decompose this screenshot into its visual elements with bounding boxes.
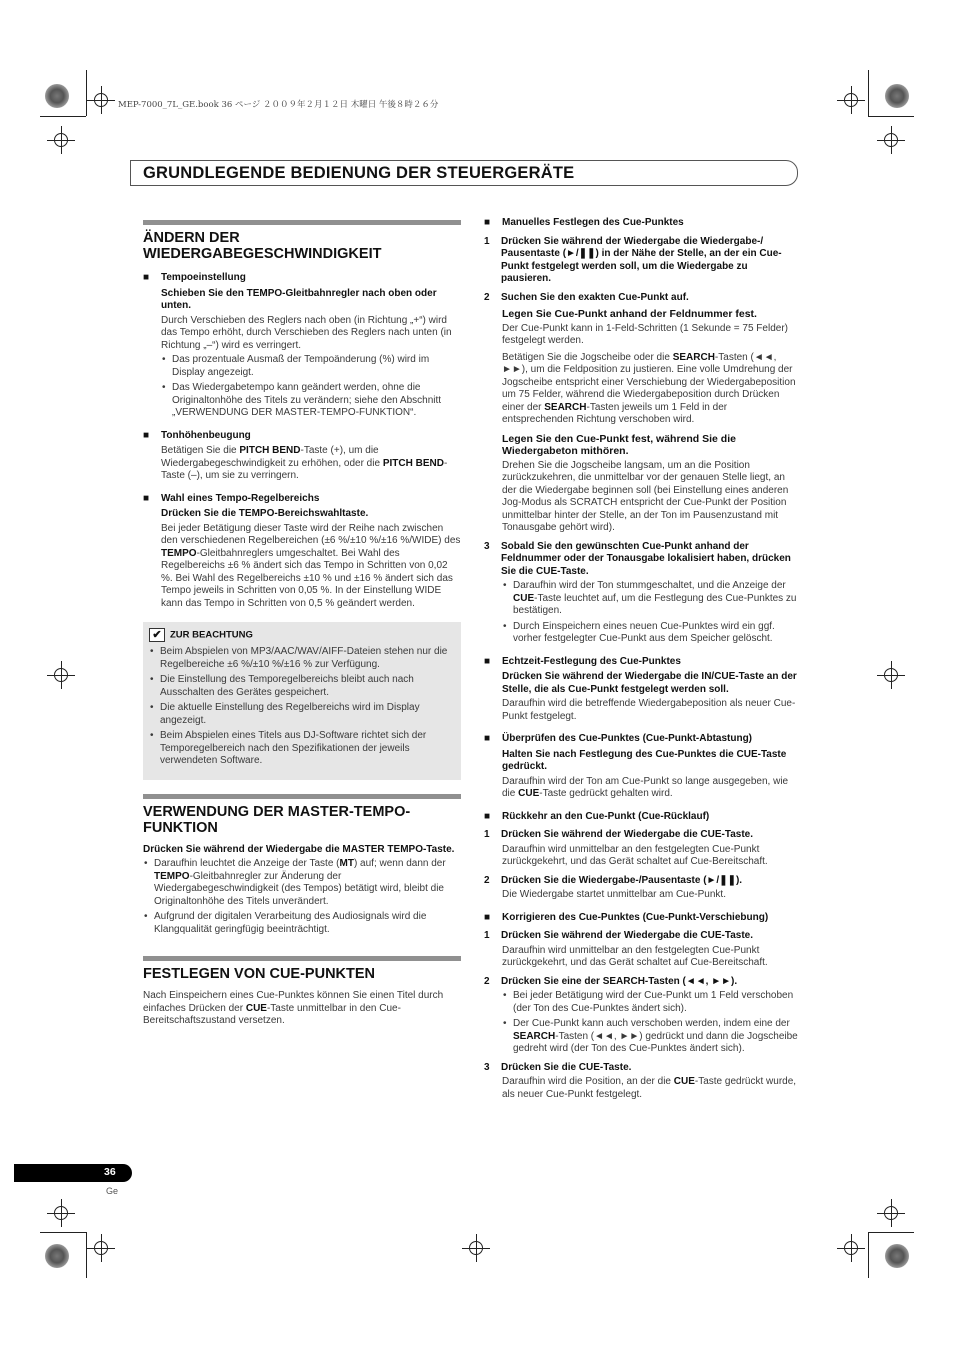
paragraph: Die Wiedergabe startet unmittelbar am Cue-Punkt.: [502, 889, 726, 900]
subheading-check-cue: ■ Überprüfen des Cue-Punktes (Cue-Punkt-Abtastung): [484, 733, 753, 744]
left-column: [143, 220, 461, 1030]
list-item: • Bei jeder Betätigung wird der Cue-Punkt um 1 Feld verschoben (der Ton des Cue-Punktes ändert sich).: [502, 990, 800, 1015]
list-item: • Beim Abspielen von MP3/AAC/WAV/AIFF-Dateien stehen nur die Regelbereiche ±6 %/±10 %/±16 % zur Verfügung.: [149, 646, 453, 671]
subheading-pitch-bend: ■ Tonhöhenbeugung: [143, 429, 251, 441]
list-item: • Beim Abspielen eines Titels aus DJ-Software richtet sich der Temporegelbereich nach den Spezifikationen der jeweils verwendeten Software.: [149, 730, 453, 768]
paragraph: Daraufhin wird der Ton am Cue-Punkt so lange ausgegeben, wie die CUE-Taste gedrückt gehalten wird.: [502, 775, 789, 799]
square-bullet-icon: ■: [484, 733, 491, 744]
step: 3 Drücken Sie die CUE-Taste.: [484, 1061, 632, 1073]
checkmark-icon: ✔: [149, 628, 165, 642]
paragraph: Daraufhin wird die betreffende Wiedergabeposition als neuer Cue-Punkt festgelegt.: [502, 698, 796, 722]
square-bullet-icon: ■: [484, 655, 491, 667]
instruction: Schieben Sie den TEMPO-Gleitbahnregler nach oben oder unten.: [161, 287, 437, 311]
trim-line: [86, 1232, 87, 1278]
trim-line: [40, 1232, 86, 1233]
note-list: [149, 646, 453, 768]
crosshair-mark: [54, 1206, 68, 1220]
page-number: 36: [104, 1166, 116, 1178]
registration-mark: [885, 84, 909, 108]
paragraph: Daraufhin wird die Position, an der die CUE-Taste gedrückt wurde, als neuer Cue-Punkt festgelegt.: [502, 1076, 797, 1100]
crosshair-mark: [844, 93, 858, 107]
trim-line: [86, 70, 87, 116]
bullet-list: [161, 354, 461, 420]
crosshair-mark: [884, 133, 898, 147]
trim-line: [868, 70, 869, 116]
step-subheading: Legen Sie Cue-Punkt anhand der Feldnummer fest.: [502, 308, 757, 320]
chapter-title-bar: [130, 160, 798, 186]
section-title-speed: ÄNDERN DER WIEDERGABEGESCHWINDIGKEIT: [143, 220, 461, 262]
step: 3 Sobald Sie den gewünschten Cue-Punkt anhand der Feldnummer oder der Tonausgabe lokalisiert haben, drücken Sie die CUE-Taste.: [484, 540, 791, 577]
paragraph: Betätigen Sie die PITCH BEND-Taste (+), um die Wiedergabegeschwindigkeit zu erhöhen, oder die PITCH BEND-Taste (–), um sie zu verringern.: [161, 445, 448, 481]
subheading-range: ■ Wahl eines Tempo-Regelbereichs: [143, 492, 320, 504]
square-bullet-icon: ■: [143, 429, 150, 441]
square-bullet-icon: ■: [484, 810, 491, 822]
language-code: Ge: [106, 1186, 119, 1196]
list-item: • Das prozentuale Ausmaß der Tempoänderung (%) wird im Display angezeigt.: [161, 354, 461, 379]
list-item: • Die aktuelle Einstellung des Regelbereichs wird im Display angezeigt.: [149, 702, 453, 727]
list-item: • Die Einstellung des Temporegelbereichs bleibt auch nach Ausschalten des Gerätes gespeichert.: [149, 674, 453, 699]
crosshair-mark: [884, 668, 898, 682]
bullet-list: [143, 858, 461, 936]
step: 1 Drücken Sie während der Wiedergabe die Wiedergabe-/ Pausentaste (►/❚❚) in der Nähe der Stelle, an der ein Cue-Punkt festgelegt werden soll, um die Wiedergabe zu pausieren.: [484, 235, 782, 284]
file-header: MEP-7000_7L_GE.book 36 ページ ２００９年２月１２日 木曜日 午後８時２６分: [118, 100, 439, 110]
square-bullet-icon: ■: [143, 492, 150, 504]
crosshair-mark: [54, 133, 68, 147]
subheading-return-cue: ■ Rückkehr an den Cue-Punkt (Cue-Rücklauf): [484, 810, 710, 822]
list-item: • Das Wiedergabetempo kann geändert werden, ohne die Originaltonhöhe des Titels zu verändern; siehe den Abschnitt „VERWENDUNG DER MASTER-TEMPO-FUNKTION“.: [161, 382, 461, 420]
subheading-correct-cue: ■ Korrigieren des Cue-Punktes (Cue-Punkt-Verschiebung): [484, 911, 769, 923]
crosshair-mark: [884, 1206, 898, 1220]
crosshair-mark: [94, 93, 108, 107]
paragraph: Nach Einspeichern eines Cue-Punktes können Sie einen Titel durch einfaches Drücken der CUE-Taste unmittelbar in den Cue-Bereitschaftszustand versetzen.: [143, 990, 444, 1027]
paragraph: Bei jeder Betätigung dieser Taste wird der Reihe nach zwischen den verschiedenen Regelbereichen (±6 %/±10 %/±16 %/WIDE) des TEMPO-Gleitbahnreglers umgeschaltet. Bei Wahl des Regelbereichs ±6 % ändert sich das Tempo in Schritten von 0,02 %. Bei Wahl des Regelbereichs ±10 % und ±16 % ändert sich das Tempo jeweils in Schritten von 0,05 %. In der Einstellung WIDE kann das Tempo in Schritten von 0,5 % geändert werden.: [161, 522, 461, 609]
step: 1 Drücken Sie während der Wiedergabe die CUE-Taste.: [484, 930, 754, 941]
list-item: • Daraufhin wird der Ton stummgeschaltet, und die Anzeige der CUE-Taste leuchtet auf, um die Festlegung des Cue-Punktes zu bestätigen.: [502, 580, 800, 618]
subheading-manual-cue: ■ Manuelles Festlegen des Cue-Punktes: [484, 217, 684, 228]
trim-line: [868, 116, 914, 117]
paragraph: Drehen Sie die Jogscheibe langsam, um an die Position zurückzukehren, die unmittelbar vor der genauen Stelle liegt, an der die Wiedergabe beginnen soll (bei Einstellung eines anderen Jog-Modus als SCRATCH entspricht der Cue-Punkt der Position unmittelbar hinter der Stelle, an der Ton im Pausenzustand mit Tonausgabe gehört wird).: [502, 459, 789, 533]
registration-mark: [45, 1244, 69, 1268]
square-bullet-icon: ■: [143, 272, 150, 283]
step-subheading: Legen Sie den Cue-Punkt fest, während Sie die Wiedergabeton mithören.: [502, 432, 736, 457]
subheading-tempo: ■ Tempoeinstellung: [143, 272, 246, 283]
step: 1 Drücken Sie während der Wiedergabe die CUE-Taste.: [484, 829, 754, 840]
registration-mark: [45, 84, 69, 108]
bullet-list: [502, 580, 800, 646]
registration-mark: [885, 1244, 909, 1268]
instruction: Drücken Sie während der Wiedergabe die MASTER TEMPO-Taste.: [143, 843, 455, 855]
trim-line: [868, 1232, 914, 1233]
instruction: Drücken Sie die TEMPO-Bereichswahltaste.: [161, 508, 369, 519]
section-title-master-tempo: VERWENDUNG DER MASTER-TEMPO-FUNKTION: [143, 794, 461, 836]
crosshair-mark: [844, 1241, 858, 1255]
chapter-title: GRUNDLEGENDE BEDIENUNG DER STEUERGERÄTE: [143, 164, 575, 182]
paragraph: Daraufhin wird unmittelbar an den festgelegten Cue-Punkt zurückgekehrt, und das Gerät schaltet auf Cue-Bereitschaft.: [502, 843, 768, 867]
section-title-cue-points: FESTLEGEN VON CUE-PUNKTEN: [143, 956, 461, 982]
paragraph: Daraufhin wird unmittelbar an den festgelegten Cue-Punkt zurückgekehrt, und das Gerät schaltet auf Cue-Bereitschaft.: [502, 944, 768, 968]
step: 2 Suchen Sie den exakten Cue-Punkt auf.: [484, 291, 689, 303]
crosshair-mark: [94, 1241, 108, 1255]
instruction: Drücken Sie während der Wiedergabe die IN/CUE-Taste an der Stelle, die als Cue-Punkt festgelegt werden soll.: [502, 671, 797, 695]
paragraph: Betätigen Sie die Jogscheibe oder die SEARCH-Tasten (◄◄, ►►), um die Feldposition zu justieren. Eine volle Umdrehung der Jogscheibe entspricht einer Verschiebung der Wiedergabeposition um 75 Felder, während die Wiedergabeposition durch Drücken einer der SEARCH-Tasten jeweils um 1 Feld in der entsprechenden Richtung verschoben wird.: [502, 351, 796, 425]
list-item: • Aufgrund der digitalen Verarbeitung des Audiosignals wird die Klangqualität geringfügig beeinträchtigt.: [143, 911, 461, 936]
list-item: • Der Cue-Punkt kann auch verschoben werden, indem eine der SEARCH-Tasten (◄◄, ►►) gedrückt und dann die Jogscheibe gedreht wird (der Ton des Cue-Punktes ändert sich).: [502, 1018, 800, 1056]
step: 2 Drücken Sie eine der SEARCH-Tasten (◄◄, ►►).: [484, 975, 738, 987]
list-item: • Daraufhin leuchtet die Anzeige der Taste (MT) auf; wenn dann der TEMPO-Gleitbahnregler zur Änderung der Wiedergabegeschwindigkeit (des Tempos) betätigt wird, bleibt die Originaltonhöhe des Titels unverändert.: [143, 858, 461, 908]
trim-line: [40, 116, 86, 117]
list-item: • Durch Einspeichern eines neuen Cue-Punktes wird ein ggf. vorher festgelegter Cue-Punkt aus dem Speicher gelöscht.: [502, 621, 800, 646]
subheading-realtime-cue: ■ Echtzeit-Festlegung des Cue-Punktes: [484, 655, 681, 667]
bullet-list: [502, 990, 800, 1056]
instruction: Halten Sie nach Festlegung des Cue-Punktes die CUE-Taste gedrückt.: [502, 748, 787, 772]
square-bullet-icon: ■: [484, 911, 491, 923]
step: 2 Drücken Sie die Wiedergabe-/Pausentaste (►/❚❚).: [484, 874, 743, 886]
right-column: [484, 217, 800, 1103]
paragraph: Der Cue-Punkt kann in 1-Feld-Schritten (1 Sekunde = 75 Felder) festgelegt werden.: [502, 322, 788, 346]
note-heading: ✔ ZUR BEACHTUNG: [149, 628, 453, 642]
crosshair-mark: [54, 668, 68, 682]
crosshair-mark: [469, 1241, 483, 1255]
square-bullet-icon: ■: [484, 217, 491, 228]
note-box: [143, 622, 461, 780]
trim-line: [868, 1232, 869, 1278]
paragraph: Durch Verschieben des Reglers nach oben (in Richtung „+“) wird das Tempo erhöht, durch Verschieben des Reglers nach unten (in Richtung „–“) wird es verringert.: [161, 314, 452, 351]
